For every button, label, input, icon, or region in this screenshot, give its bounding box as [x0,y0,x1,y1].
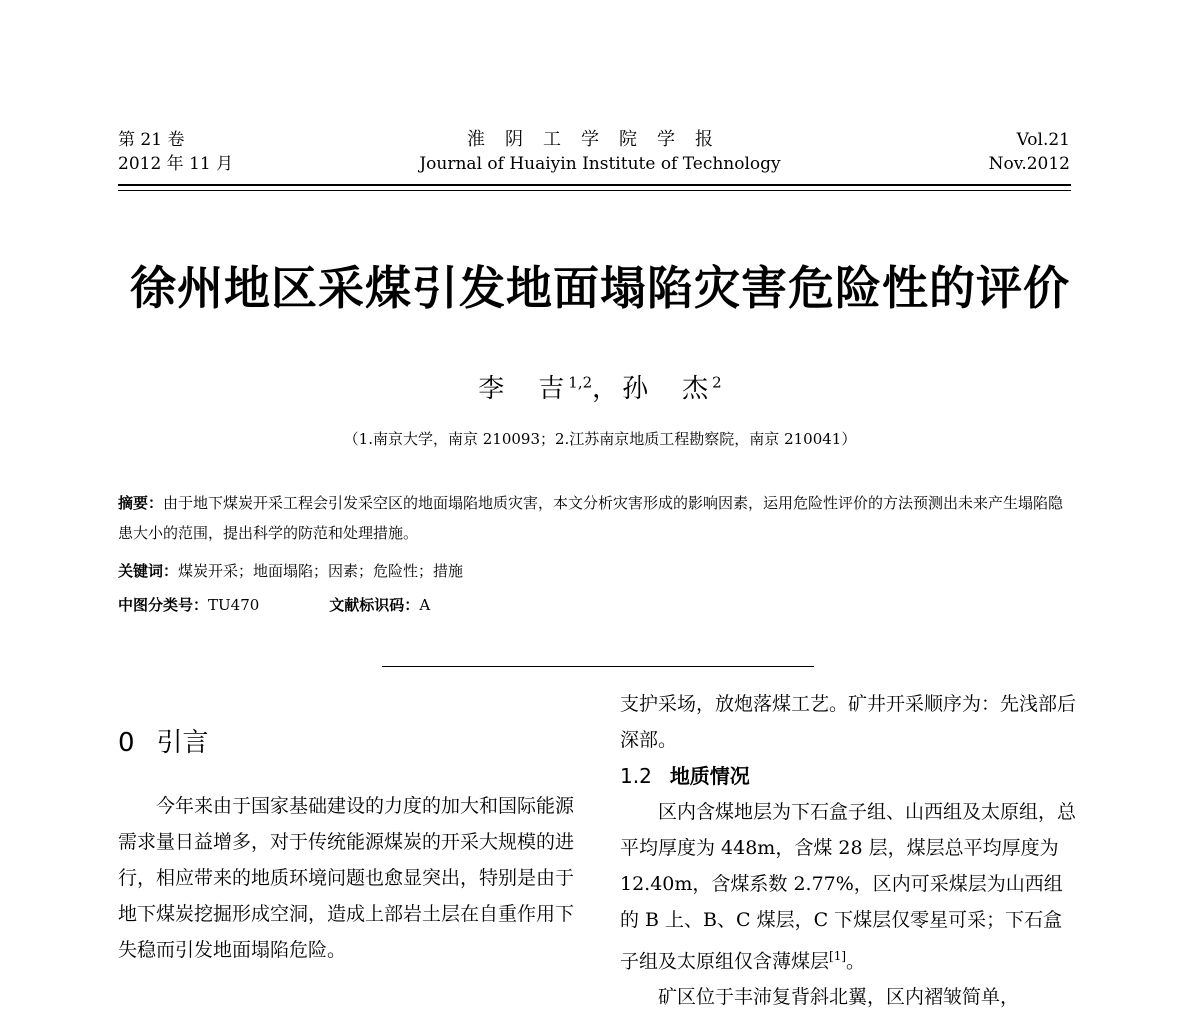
section-1-2-number: 1.2 [620,764,652,788]
header-rule-thick [118,184,1071,186]
authors [0,368,1200,405]
doc-code-label: 文献标识码： [329,596,420,614]
author-2: 孙 杰 [622,374,713,404]
section-0-number: 0 [118,728,135,758]
geology-text: 区内含煤地层为下石盒子组、山西组及太原组，总平均厚度为 448m，含煤 28 层，煤层总平均厚度为 12.40m，含煤系数 2.77%，区内可采煤层为山西组的 B 上、B、C 煤层，C 下煤层仅零星可采；下石盒子组及太原组仅含薄煤层 [620,801,1077,973]
doc-code-value: A [419,596,431,614]
abstract-divider [382,666,814,667]
date-cn: 2012 年 11 月 [118,154,234,174]
abstract-text: 由于地下煤炭开采工程会引发采空区的地面塌陷地质灾害，本文分析灾害形成的影响因素，运用危险性评价的方法预测出未来产生塌陷隐患大小的范围，提出科学的防范和处理措施。 [118,494,1064,542]
citation-ref: [1] [829,949,847,963]
intro-paragraph: 今年来由于国家基础建设的力度的加大和国际能源需求量日益增多，对于传统能源煤炭的开采大规模的进行，相应带来的地质环境问题也愈显突出，特别是由于地下煤炭挖掘形成空洞，造成上部岩土层在自重作用下失稳而引发地面塌陷危险。 [118,795,575,961]
section-1-2-title: 地质情况 [669,764,750,788]
volume-en: Vol.21 [1016,130,1070,150]
author-2-affil: 2 [712,373,722,392]
right-column [620,686,1078,1015]
geology-end: 。 [846,950,866,973]
keywords-label: 关键词： [118,562,179,580]
keywords-text: 煤炭开采；地面塌陷；因素；危险性；措施 [178,562,464,580]
author-1-affil: 1,2 [568,373,593,392]
section-0-heading [118,722,209,759]
clc-value: TU470 [208,596,260,614]
abstract [118,488,1078,548]
section-1-2-heading [620,758,1078,794]
header-rule-thin [118,190,1071,191]
abstract-label: 摘要： [118,494,164,512]
header-right [989,128,1070,176]
date-en: Nov.2012 [988,154,1070,174]
paper-title: 徐州地区采煤引发地面塌陷灾害危险性的评价 [130,261,1070,315]
journal-name-cn: 淮阴工学院学报 [467,129,733,150]
continued-paragraph: 支护采场，放炮落煤工艺。矿井开采顺序为：先浅部后深部。 [620,693,1077,751]
volume-cn: 第 21 卷 [118,130,185,150]
keywords [118,556,1078,586]
affiliation: （1.南京大学，南京 210093；2.江苏南京地质工程勘察院，南京 210041） [343,430,857,448]
clc-label: 中图分类号： [118,596,209,614]
classification [118,590,1078,620]
geology-paragraph [620,794,1078,979]
section-0-title: 引言 [156,728,209,758]
author-1: 李 吉 [478,374,569,404]
author-separator: ， [592,374,623,404]
journal-name-en: Journal of Huaiyin Institute of Technology [419,154,781,174]
structure-paragraph: 矿区位于丰沛复背斜北翼，区内褶皱简单， [658,986,1020,1009]
left-column [118,788,588,968]
